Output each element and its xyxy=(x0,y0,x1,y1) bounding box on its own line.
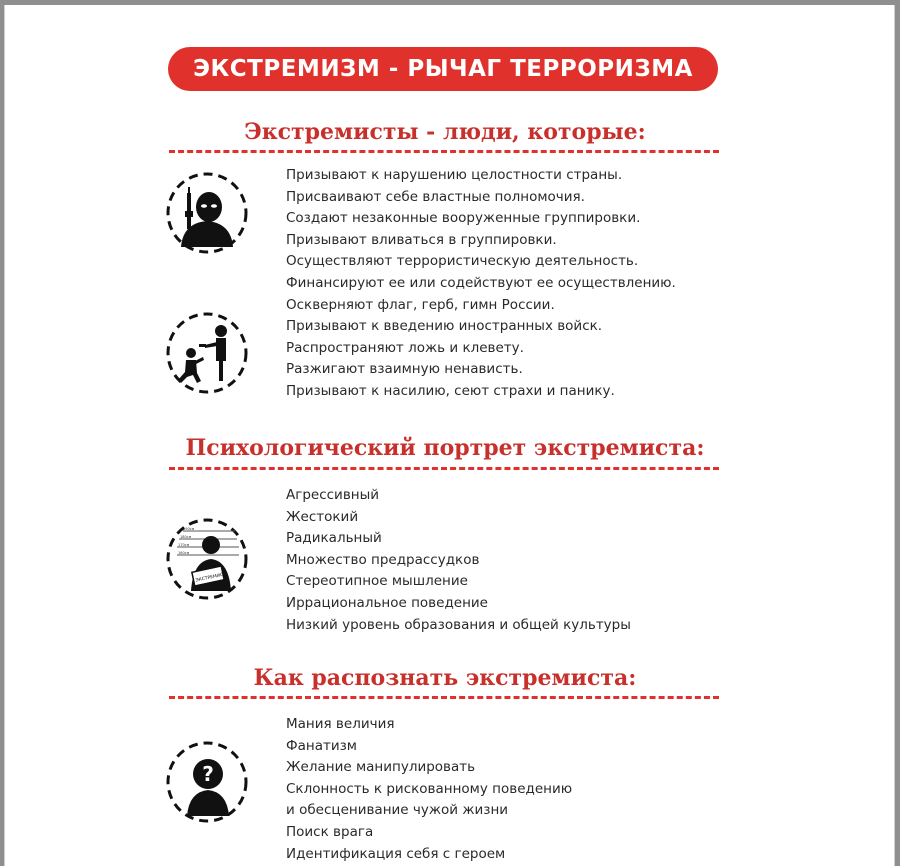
mugshot-icon xyxy=(165,517,249,601)
dashed-divider xyxy=(169,467,719,470)
recognize-list xyxy=(286,714,572,865)
extremists-list xyxy=(286,165,676,403)
height-mark: 170см xyxy=(178,543,190,547)
list-item: и обесценивание чужой жизни xyxy=(286,802,509,819)
height-mark: 180см xyxy=(180,535,192,539)
list-item: Низкий уровень образования и общей культуры xyxy=(286,616,631,633)
list-item: Множество предрассудков xyxy=(286,551,480,568)
list-item: Призывают к насилию, сеют страхи и панику. xyxy=(286,382,615,399)
list-item: Агрессивный xyxy=(286,487,380,503)
height-mark: 160см xyxy=(178,551,190,555)
threatening-person-icon xyxy=(165,311,249,395)
list-item: Радикальный xyxy=(286,530,382,547)
list-item: Осуществляют террористическую деятельность. xyxy=(286,253,639,270)
question-person-icon xyxy=(165,740,249,824)
height-mark: 190см xyxy=(183,527,195,531)
list-item: Мания величия xyxy=(286,716,395,732)
list-item: Поиск врага xyxy=(286,823,374,840)
list-item: Призывают вливаться в группировки. xyxy=(286,231,557,248)
poster-title-banner: ЭКСТРЕМИЗМ - РЫЧАГ ТЕРРОРИЗМА xyxy=(168,47,718,91)
section-heading-psych-portrait: Психологический портрет экстремиста: xyxy=(185,435,705,461)
list-item: Склонность к рискованному поведению xyxy=(286,780,573,797)
list-item: Присваивают себе властные полномочия. xyxy=(286,188,585,205)
dashed-divider xyxy=(169,696,719,699)
list-item: Призывают к нарушению целостности страны. xyxy=(286,167,623,183)
list-item: Призывают к введению иностранных войск. xyxy=(286,318,603,335)
list-item: Стереотипное мышление xyxy=(286,573,468,590)
masked-gunman-icon xyxy=(165,171,249,255)
list-item: Создают незаконные вооруженные группировки. xyxy=(286,210,641,227)
list-item: Жестокий xyxy=(286,508,359,525)
list-item: Распространяют ложь и клевету. xyxy=(286,339,524,356)
dashed-divider xyxy=(169,150,719,153)
section-heading-extremists: Экстремисты - люди, которые: xyxy=(244,119,646,145)
list-item: Иррациональное поведение xyxy=(286,594,488,611)
list-item: Идентификация себя с героем xyxy=(286,845,506,862)
poster-page xyxy=(4,5,895,866)
list-item: Желание манипулировать xyxy=(286,759,476,776)
list-item: Разжигают взаимную ненависть. xyxy=(286,361,523,378)
svg-text:?: ? xyxy=(202,762,214,786)
list-item: Фанатизм xyxy=(286,737,357,754)
mugshot-sign-text: ЭКСТРЕМИСТ xyxy=(195,572,227,584)
list-item: Финансируют ее или содействуют ее осуществлению. xyxy=(286,274,676,291)
psych-portrait-list xyxy=(286,485,631,636)
section-heading-recognize: Как распознать экстремиста: xyxy=(253,665,637,691)
list-item: Оскверняют флаг, герб, гимн России. xyxy=(286,296,555,313)
